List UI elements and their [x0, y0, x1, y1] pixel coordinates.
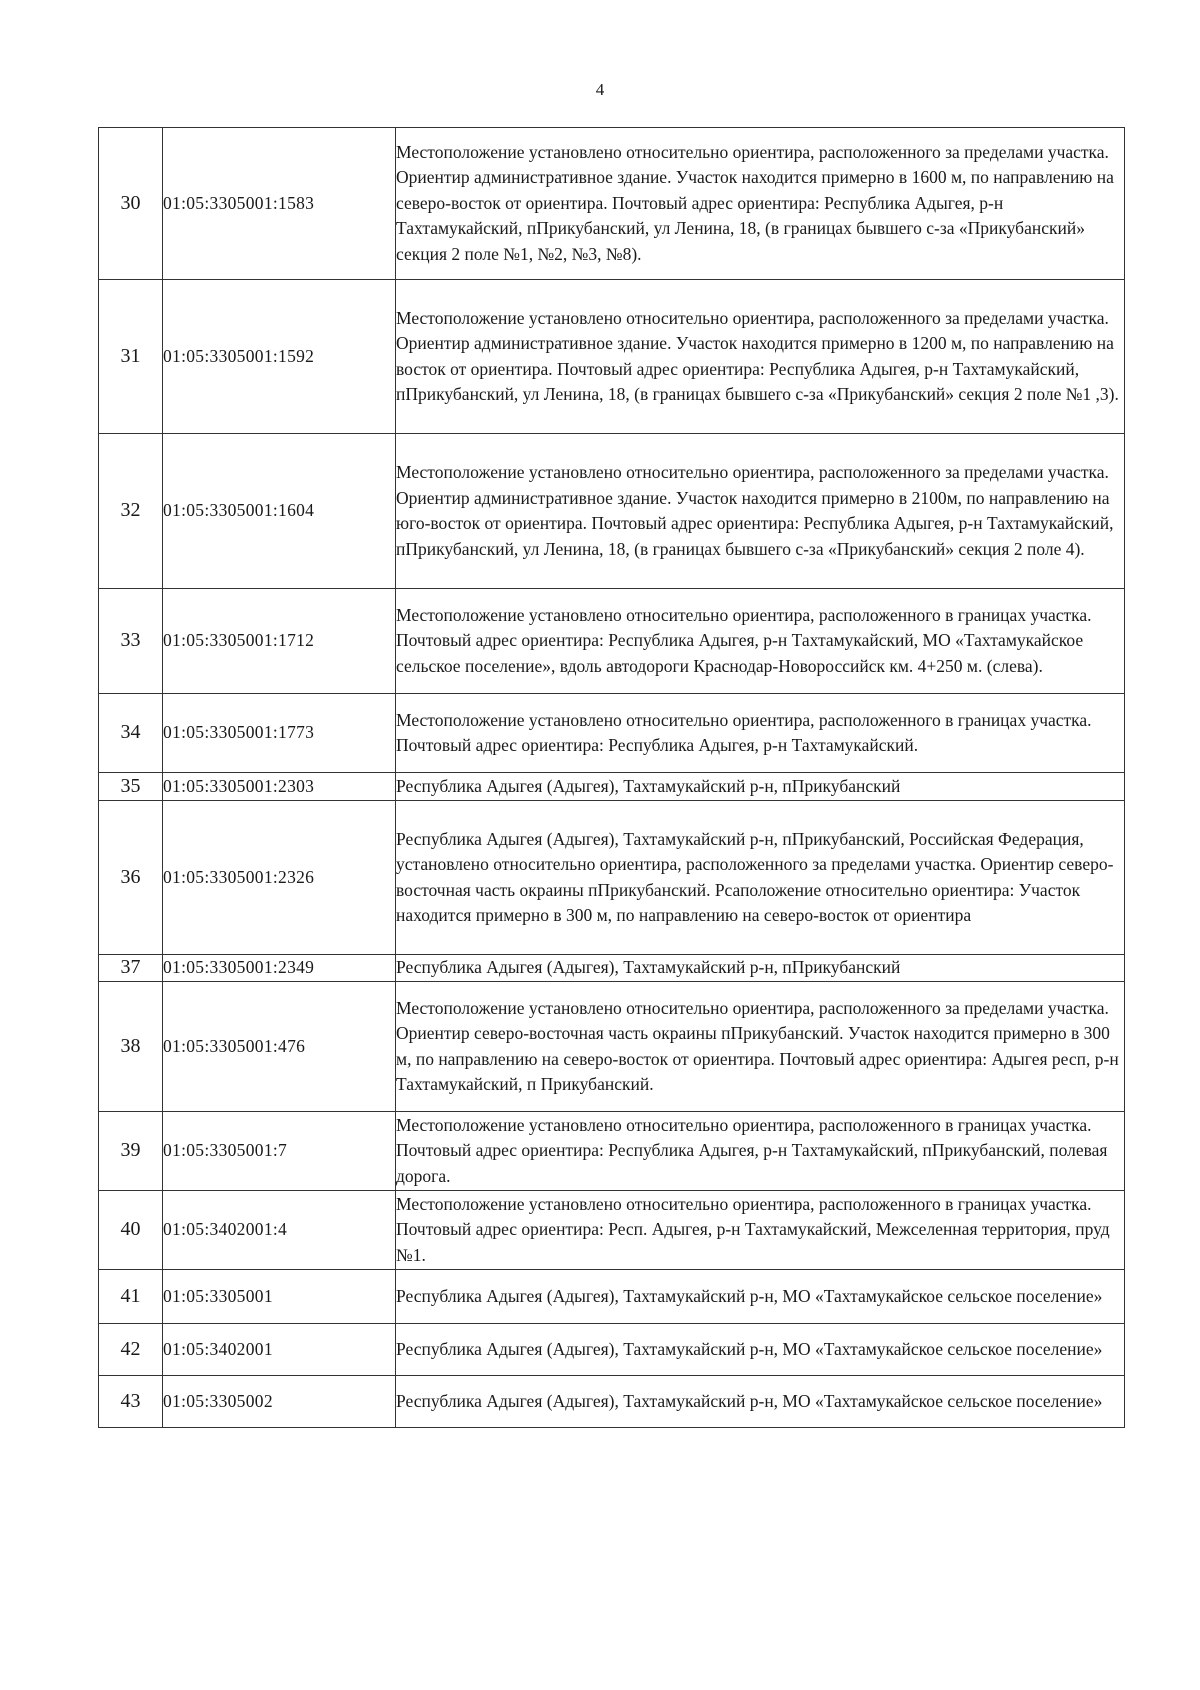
location-description: Республика Адыгея (Адыгея), Тахтамукайский р-н, МО «Тахтамукайское сельское поселение» — [396, 1270, 1125, 1324]
row-number: 30 — [99, 128, 163, 280]
location-description: Республика Адыгея (Адыгея), Тахтамукайский р-н, МО «Тахтамукайское сельское поселение» — [396, 1324, 1125, 1376]
table-row — [99, 773, 1125, 801]
row-number: 38 — [99, 982, 163, 1112]
cadastral-number: 01:05:3402001 — [163, 1324, 396, 1376]
row-number: 43 — [99, 1376, 163, 1428]
location-description: Местоположение установлено относительно ориентира, расположенного в границах участка. Почтовый адрес ориентира: Респ. Адыгея, р-н Тахтамукайский, Межселенная территория, пруд №1. — [396, 1191, 1125, 1270]
cadastral-number: 01:05:3305001:2349 — [163, 955, 396, 982]
location-description: Республика Адыгея (Адыгея), Тахтамукайский р-н, пПрикубанский, Российская Федерация, установлено относительно ориентира, расположенного за пределами участка. Ориентир северо-восточная часть окраины пПрикубанский. Рсаположение относительно ориентира: Участок находится примерно в 300 м, по направлению на северо-восток от ориентира — [396, 801, 1125, 955]
table-row — [99, 128, 1125, 280]
location-description: Местоположение установлено относительно ориентира, расположенного за пределами участка. Ориентир административное здание. Участок находится примерно в 1600 м, по направлению на северо-восток от ориентира. Почтовый адрес ориентира: Республика Адыгея, р-н Тахтамукайский, пПрикубанский, ул Ленина, 18, (в границах бывшего с-за «Прикубанский» секция 2 поле №1, №2, №3, №8). — [396, 128, 1125, 280]
row-number: 32 — [99, 434, 163, 589]
table-row — [99, 801, 1125, 955]
land-plots-table — [98, 127, 1125, 1428]
location-description: Республика Адыгея (Адыгея), Тахтамукайский р-н, пПрикубанский — [396, 773, 1125, 801]
cadastral-number: 01:05:3305001:1592 — [163, 280, 396, 434]
table-row — [99, 1270, 1125, 1324]
row-number: 42 — [99, 1324, 163, 1376]
cadastral-number: 01:05:3402001:4 — [163, 1191, 396, 1270]
row-number: 37 — [99, 955, 163, 982]
table-row — [99, 280, 1125, 434]
cadastral-number: 01:05:3305001:1773 — [163, 694, 396, 773]
cadastral-number: 01:05:3305001:1604 — [163, 434, 396, 589]
page-number: 4 — [595, 80, 605, 99]
table-row — [99, 1191, 1125, 1270]
row-number: 36 — [99, 801, 163, 955]
cadastral-number: 01:05:3305001:2303 — [163, 773, 396, 801]
location-description: Республика Адыгея (Адыгея), Тахтамукайский р-н, пПрикубанский — [396, 955, 1125, 982]
cadastral-number: 01:05:3305001:1583 — [163, 128, 396, 280]
row-number: 41 — [99, 1270, 163, 1324]
location-description: Местоположение установлено относительно ориентира, расположенного в границах участка. Почтовый адрес ориентира: Республика Адыгея, р-н Тахтамукайский, пПрикубанский, полевая дорога. — [396, 1112, 1125, 1191]
table-row — [99, 955, 1125, 982]
table-row — [99, 1376, 1125, 1428]
table-row — [99, 1324, 1125, 1376]
row-number: 40 — [99, 1191, 163, 1270]
row-number: 33 — [99, 589, 163, 694]
cadastral-number: 01:05:3305002 — [163, 1376, 396, 1428]
row-number: 39 — [99, 1112, 163, 1191]
cadastral-number: 01:05:3305001:7 — [163, 1112, 396, 1191]
table-row — [99, 694, 1125, 773]
location-description: Местоположение установлено относительно ориентира, расположенного в границах участка. Почтовый адрес ориентира: Республика Адыгея, р-н Тахтамукайский. — [396, 694, 1125, 773]
table-row — [99, 982, 1125, 1112]
cadastral-number: 01:05:3305001:476 — [163, 982, 396, 1112]
table-row — [99, 434, 1125, 589]
table-row — [99, 1112, 1125, 1191]
location-description: Местоположение установлено относительно ориентира, расположенного за пределами участка. Ориентир административное здание. Участок находится примерно в 1200 м, по направлению на восток от ориентира. Почтовый адрес ориентира: Республика Адыгея, р-н Тахтамукайский, пПрикубанский, ул Ленина, 18, (в границах бывшего с-за «Прикубанский» секция 2 поле №1 ,3). — [396, 280, 1125, 434]
location-description: Республика Адыгея (Адыгея), Тахтамукайский р-н, МО «Тахтамукайское сельское поселение» — [396, 1376, 1125, 1428]
row-number: 31 — [99, 280, 163, 434]
row-number: 34 — [99, 694, 163, 773]
location-description: Местоположение установлено относительно ориентира, расположенного за пределами участка. Ориентир северо-восточная часть окраины пПрикубанский. Участок находится примерно в 300 м, по направлению на северо-восток от ориентира. Почтовый адрес ориентира: Адыгея респ, р-н Тахтамукайский, п Прикубанский. — [396, 982, 1125, 1112]
table-row — [99, 589, 1125, 694]
cadastral-number: 01:05:3305001:2326 — [163, 801, 396, 955]
cadastral-number: 01:05:3305001:1712 — [163, 589, 396, 694]
location-description: Местоположение установлено относительно ориентира, расположенного за пределами участка. Ориентир административное здание. Участок находится примерно в 2100м, по направлению на юго-восток от ориентира. Почтовый адрес ориентира: Республика Адыгея, р-н Тахтамукайский, пПрикубанский, ул Ленина, 18, (в границах бывшего с-за «Прикубанский» секция 2 поле 4). — [396, 434, 1125, 589]
row-number: 35 — [99, 773, 163, 801]
location-description: Местоположение установлено относительно ориентира, расположенного в границах участка. Почтовый адрес ориентира: Республика Адыгея, р-н Тахтамукайский, МО «Тахтамукайское сельское поселение», вдоль автодороги Краснодар-Новороссийск км. 4+250 м. (слева). — [396, 589, 1125, 694]
cadastral-number: 01:05:3305001 — [163, 1270, 396, 1324]
